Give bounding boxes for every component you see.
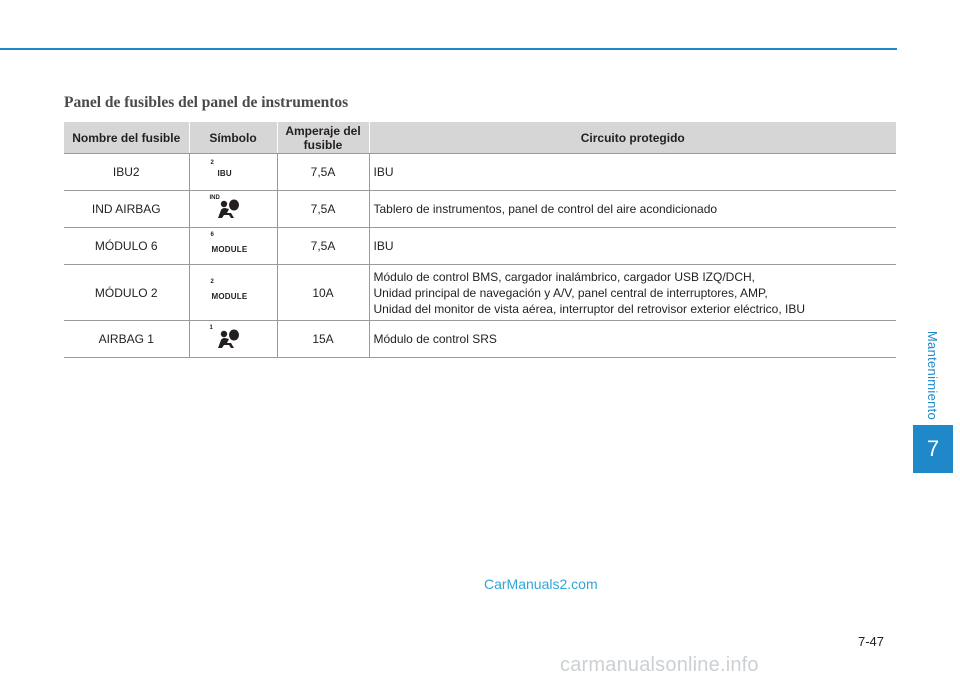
circuit-line: Unidad del monitor de vista aérea, interruptor del retrovisor exterior eléctrico, IBU xyxy=(373,301,806,316)
amperage-cell: 7,5A xyxy=(277,228,369,265)
chapter-label: Mantenimiento xyxy=(925,330,941,420)
module-symbol xyxy=(210,278,248,302)
page-number: 7-47 xyxy=(858,634,885,649)
symbol-number: 2 xyxy=(210,278,214,285)
symbol-label: IBU xyxy=(217,169,232,178)
circuit-cell: IBU xyxy=(369,228,896,265)
chapter-side-tab xyxy=(916,320,950,430)
ind-airbag-symbol xyxy=(209,194,240,218)
fuse-name-cell: AIRBAG 1 xyxy=(64,321,189,358)
table-header-row xyxy=(64,122,896,154)
fuse-name-cell: MÓDULO 6 xyxy=(64,228,189,265)
chapter-number: 7 xyxy=(926,436,940,461)
circuit-line: Módulo de control BMS, cargador inalámbrico, cargador USB IZQ/DCH, xyxy=(373,269,755,284)
symbol-number: 2 xyxy=(210,160,214,166)
fuse-name-cell: IBU2 xyxy=(64,154,189,191)
table-row xyxy=(64,265,896,321)
table-row xyxy=(64,228,896,265)
top-rule xyxy=(0,48,897,50)
airbag-1-symbol xyxy=(209,324,240,348)
fuse-symbol-cell xyxy=(189,191,277,228)
chapter-number-box xyxy=(913,425,953,473)
fuse-symbol-cell xyxy=(189,265,277,321)
watermark-link[interactable]: CarManuals2.com xyxy=(484,576,598,592)
circuit-cell: Módulo de control SRS xyxy=(369,321,896,358)
circuit-cell xyxy=(369,265,896,321)
header-fuse-name: Nombre del fusible xyxy=(64,122,189,154)
module-symbol xyxy=(210,232,248,255)
circuit-cell: IBU xyxy=(369,154,896,191)
ibu-symbol xyxy=(210,160,232,179)
symbol-label: MODULE xyxy=(211,245,248,254)
airbag-icon xyxy=(212,198,242,220)
header-amperage xyxy=(277,122,369,154)
table-row xyxy=(64,321,896,358)
circuit-line: Unidad principal de navegación y A/V, panel central de interruptores, AMP, xyxy=(373,285,768,300)
fuse-symbol-cell xyxy=(189,228,277,265)
header-amperage-line2: fusible xyxy=(303,137,343,152)
fuse-symbol-cell xyxy=(189,321,277,358)
symbol-number: 6 xyxy=(210,232,214,238)
airbag-icon xyxy=(212,328,242,350)
table-row xyxy=(64,191,896,228)
fuse-table xyxy=(64,122,896,358)
fuse-name-cell: IND AIRBAG xyxy=(64,191,189,228)
header-circuit: Circuito protegido xyxy=(369,122,896,154)
table-row xyxy=(64,154,896,191)
circuit-cell: Tablero de instrumentos, panel de control del aire acondicionado xyxy=(369,191,896,228)
symbol-number: 1 xyxy=(209,324,213,331)
amperage-cell: 7,5A xyxy=(277,154,369,191)
symbol-label: MODULE xyxy=(211,291,248,301)
amperage-cell: 10A xyxy=(277,265,369,321)
amperage-cell: 15A xyxy=(277,321,369,358)
watermark-footer: carmanualsonline.info xyxy=(560,654,759,676)
fuse-symbol-cell xyxy=(189,154,277,191)
section-title: Panel de fusibles del panel de instrumentos xyxy=(64,94,349,111)
fuse-name-cell: MÓDULO 2 xyxy=(64,265,189,321)
symbol-number: IND xyxy=(209,194,220,201)
header-symbol: Símbolo xyxy=(189,122,277,154)
header-amperage-line1: Amperaje del xyxy=(285,123,361,138)
amperage-cell: 7,5A xyxy=(277,191,369,228)
